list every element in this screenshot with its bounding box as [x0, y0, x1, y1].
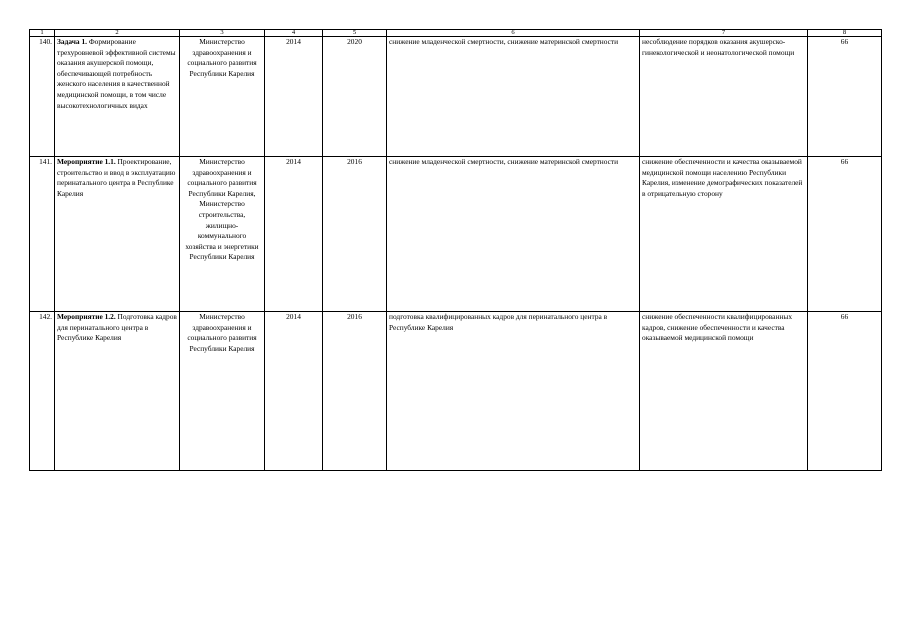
table-row: [30, 157, 882, 312]
column-number: 8: [808, 30, 882, 37]
column-number: 2: [55, 30, 180, 37]
indicator-link: 66: [808, 157, 882, 312]
measure-name: [55, 312, 180, 471]
end-year: 2016: [323, 312, 387, 471]
measure-name: [55, 37, 180, 157]
start-year: 2014: [265, 312, 323, 471]
measure-name: [55, 157, 180, 312]
row-number: 140.: [30, 37, 55, 157]
executor: Министерство здравоохранения и социального развития Республики Карелия, Министерство строительства, жилищно-коммунального хозяйства и энергетики Республики Карелия: [180, 157, 265, 312]
column-number: 5: [323, 30, 387, 37]
start-year: 2014: [265, 157, 323, 312]
measure-heading: Задача 1.: [57, 37, 87, 46]
measure-heading: Мероприятие 1.2.: [57, 312, 116, 321]
expected-result: снижение младенческой смертности, снижение материнской смертности: [387, 37, 640, 157]
table-row: [30, 312, 882, 471]
indicator-link: 66: [808, 37, 882, 157]
start-year: 2014: [265, 37, 323, 157]
measure-text: Формирование трехуровневой эффективной системы оказания акушерской помощи, обеспечивающей потребность женского населения в качественной медицинской помощи, в том числе высокотехнологичных видах: [57, 37, 176, 110]
column-number-row: [30, 30, 882, 37]
column-number: 6: [387, 30, 640, 37]
consequences: снижение обеспеченности и качества оказываемой медицинской помощи населению Республики Карелия, изменение демографических показателей в отрицательную сторону: [640, 157, 808, 312]
row-number: 141.: [30, 157, 55, 312]
program-table: [29, 29, 882, 471]
column-number: 1: [30, 30, 55, 37]
end-year: 2016: [323, 157, 387, 312]
consequences: снижение обеспеченности квалифицированных кадров, снижение обеспеченности и качества оказываемой медицинской помощи: [640, 312, 808, 471]
column-number: 4: [265, 30, 323, 37]
expected-result: подготовка квалифицированных кадров для перинатального центра в Республике Карелия: [387, 312, 640, 471]
measure-text: Проектирование, строительство и ввод в эксплуатацию перинатального центра в Республике Карелия: [57, 157, 176, 198]
consequences: несоблюдение порядков оказания акушерско-гинекологической и неонатологической помощи: [640, 37, 808, 157]
measure-heading: Мероприятие 1.1.: [57, 157, 116, 166]
expected-result: снижение младенческой смертности, снижение материнской смертности: [387, 157, 640, 312]
column-number: 3: [180, 30, 265, 37]
executor: Министерство здравоохранения и социального развития Республики Карелия: [180, 312, 265, 471]
end-year: 2020: [323, 37, 387, 157]
indicator-link: 66: [808, 312, 882, 471]
column-number: 7: [640, 30, 808, 37]
table-row: [30, 37, 882, 157]
measure-text: Подготовка кадров для перинатального центра в Республике Карелия: [57, 312, 177, 343]
row-number: 142.: [30, 312, 55, 471]
executor: Министерство здравоохранения и социального развития Республики Карелия: [180, 37, 265, 157]
